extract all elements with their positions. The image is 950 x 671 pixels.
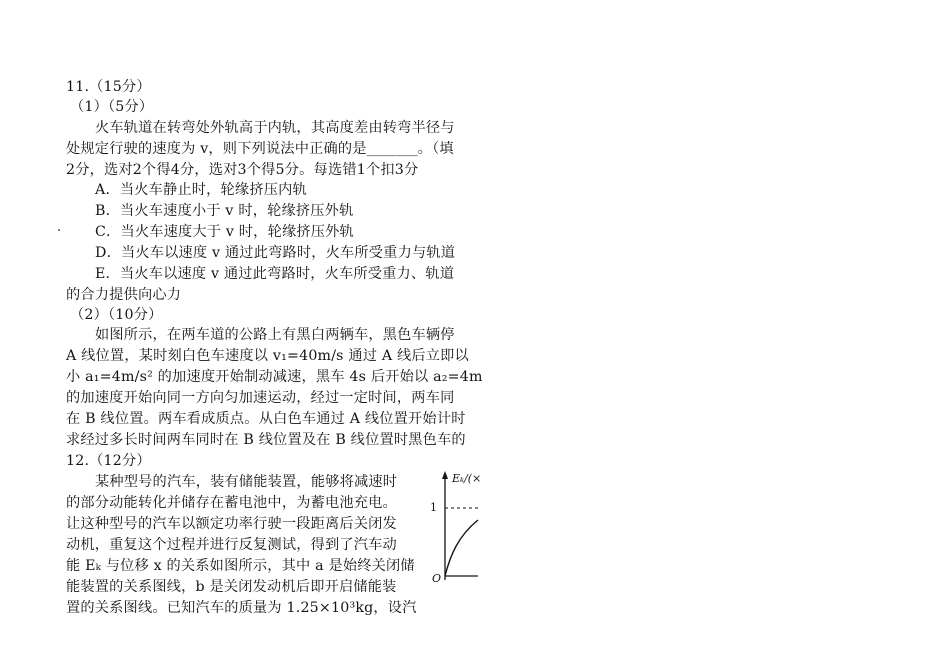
q11-part2-line-1: 如图所示，在两车道的公路上有黑白两辆车，黑色车辆停	[95, 327, 455, 343]
y-axis-arrow	[442, 471, 448, 479]
q12-line-3: 让这种型号的汽车以额定功率行驶一段距离后关闭发	[66, 516, 397, 532]
q12-line-7: 置的关系图线。已知汽车的质量为 1.25×10³kg，设汽	[66, 600, 417, 616]
origin-label: O	[432, 572, 442, 585]
q12-line-4: 动机，重复这个过程并进行反复测试，得到了汽车动	[66, 537, 397, 553]
q11-line-2: 处规定行驶的速度为 v，则下列说法中正确的是_______。（填	[66, 141, 454, 157]
q11-option-a: A．当火车静止时，轮缘挤压内轨	[95, 182, 307, 198]
y-axis-label: Eₖ/(×	[452, 472, 482, 485]
q12-line-5: 能 Eₖ 与位移 x 的关系如图所示，其中 a 是始终关闭储	[66, 558, 415, 574]
q12-ek-x-graph	[428, 468, 482, 588]
q11-line-3: 2分，选对2个得4分，选对3个得5分。每选错1个扣3分	[66, 162, 419, 178]
ek-curve	[445, 520, 478, 576]
tick-label-1: 1	[430, 501, 437, 514]
q12-line-6: 能装置的关系图线，b 是关闭发动机后即开启储能装	[66, 579, 397, 595]
q12-header: 12.（12分）	[66, 453, 151, 469]
q11-option-continuation: 的合力提供向心力	[66, 287, 182, 303]
q11-line-1: 火车轨道在转弯处外轨高于内轨，其高度差由转弯半径与	[95, 120, 455, 136]
q11-part1-header: （1）（5分）	[70, 99, 154, 115]
q11-option-b: B．当火车速度小于 v 时，轮缘挤压外轨	[95, 203, 354, 219]
q11-option-c: C．当火车速度大于 v 时，轮缘挤压外轨	[95, 224, 354, 240]
q11-option-d: D．当火车以速度 v 通过此弯路时，火车所受重力与轨道	[95, 245, 456, 261]
q11-part2-line-5: 在 B 线位置。两车看成质点。从白色车通过 A 线位置开始计时	[66, 411, 466, 427]
q11-option-e: E．当火车以速度 v 通过此弯路时，火车所受重力、轨道	[95, 266, 455, 282]
q11-header: 11.（15分）	[66, 79, 151, 95]
q11-part2-header: （2）（10分）	[70, 307, 163, 323]
q12-graph-svg	[428, 468, 478, 588]
scan-speck	[58, 229, 60, 231]
q12-line-1: 某种型号的汽车，装有储能装置，能够将减速时	[95, 474, 398, 490]
q11-part2-line-2: A 线位置，某时刻白色车速度以 v₁=40m/s 通过 A 线后立即以	[66, 348, 469, 364]
q11-part2-line-6: 求经过多长时间两车同时在 B 线位置及在 B 线位置时黑色车的	[66, 432, 466, 448]
q12-line-2: 的部分动能转化并储存在蓄电池中，为蓄电池充电。	[66, 495, 397, 511]
q11-part2-line-3: 小 a₁=4m/s² 的加速度开始制动减速，黑车 4s 后开始以 a₂=4m	[66, 369, 483, 385]
q11-part2-line-4: 的加速度开始向同一方向匀加速运动，经过一定时间，两车同	[66, 390, 455, 406]
